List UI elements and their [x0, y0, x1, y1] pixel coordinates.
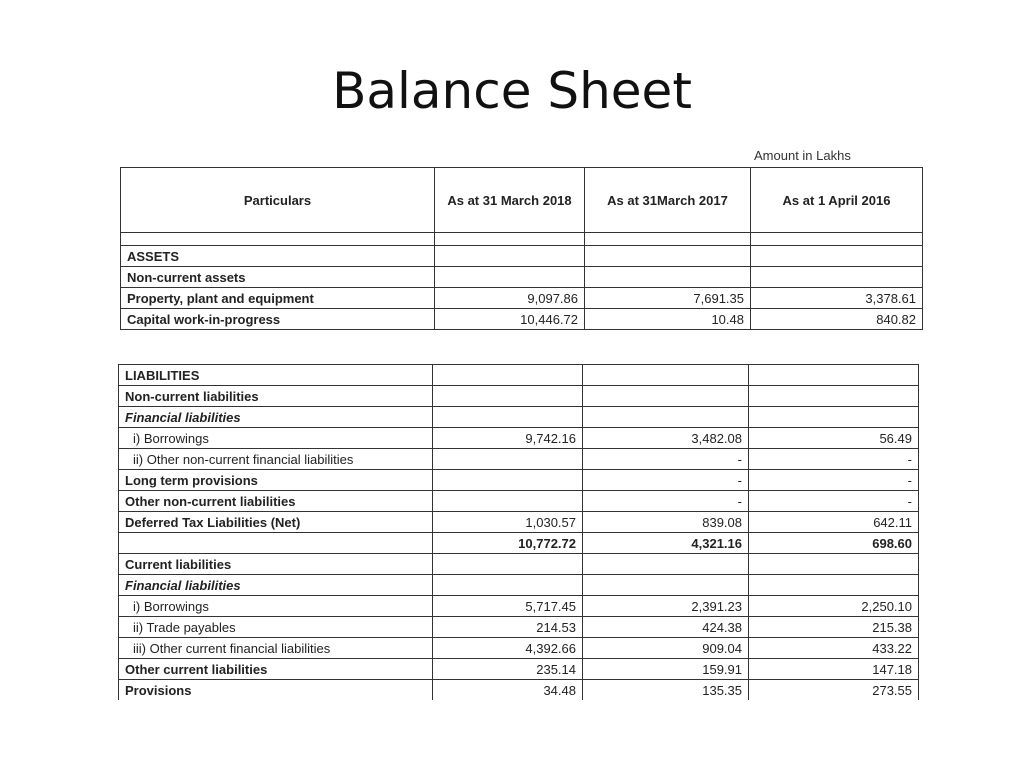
blank-row — [121, 233, 923, 246]
row-label: Non-current assets — [121, 267, 435, 288]
table-row — [119, 596, 919, 617]
value-march-2018: 5,717.45 — [433, 596, 583, 617]
row-label: i) Borrowings — [119, 596, 433, 617]
row-label: Property, plant and equipment — [121, 288, 435, 309]
value-march-2018: 10,772.72 — [433, 533, 583, 554]
row-label: Capital work-in-progress — [121, 309, 435, 330]
value-march-2018 — [433, 449, 583, 470]
row-label: Other current liabilities — [119, 659, 433, 680]
value-april-2016: 840.82 — [751, 309, 923, 330]
value-april-2016: 3,378.61 — [751, 288, 923, 309]
value-march-2018 — [433, 554, 583, 575]
table-row — [121, 309, 923, 330]
row-label: Deferred Tax Liabilities (Net) — [119, 512, 433, 533]
value-march-2017: 424.38 — [583, 617, 749, 638]
value-march-2018 — [435, 246, 585, 267]
value-april-2016 — [749, 365, 919, 386]
value-march-2018 — [433, 386, 583, 407]
value-march-2017: 159.91 — [583, 659, 749, 680]
value-march-2017: 4,321.16 — [583, 533, 749, 554]
value-march-2017 — [583, 554, 749, 575]
value-march-2017: - — [583, 491, 749, 512]
value-march-2018 — [433, 365, 583, 386]
value-april-2016: 147.18 — [749, 659, 919, 680]
value-march-2018 — [433, 470, 583, 491]
value-april-2016: 215.38 — [749, 617, 919, 638]
value-march-2018: 1,030.57 — [433, 512, 583, 533]
value-april-2016: 433.22 — [749, 638, 919, 659]
table-row — [119, 365, 919, 386]
value-march-2017: 10.48 — [585, 309, 751, 330]
value-march-2018 — [435, 267, 585, 288]
amount-unit-note: Amount in Lakhs — [754, 148, 851, 163]
row-label: Current liabilities — [119, 554, 433, 575]
row-label: iii) Other current financial liabilities — [119, 638, 433, 659]
value-april-2016: 698.60 — [749, 533, 919, 554]
table-row — [119, 638, 919, 659]
table-row — [119, 680, 919, 701]
table-row — [119, 428, 919, 449]
row-label: Long term provisions — [119, 470, 433, 491]
value-march-2017 — [583, 386, 749, 407]
value-april-2016: 642.11 — [749, 512, 919, 533]
row-label: Financial liabilities — [119, 407, 433, 428]
value-april-2016: - — [749, 449, 919, 470]
table-row — [119, 554, 919, 575]
table-row — [119, 470, 919, 491]
value-march-2018: 214.53 — [433, 617, 583, 638]
value-march-2017 — [585, 267, 751, 288]
table-row — [121, 267, 923, 288]
value-march-2017: - — [583, 470, 749, 491]
header-march-2017: As at 31March 2017 — [585, 168, 751, 233]
value-march-2018 — [433, 575, 583, 596]
table-row — [119, 533, 919, 554]
page-title: Balance Sheet — [332, 62, 692, 120]
value-march-2018: 10,446.72 — [435, 309, 585, 330]
value-april-2016 — [751, 267, 923, 288]
row-label: ii) Trade payables — [119, 617, 433, 638]
row-label: Other non-current liabilities — [119, 491, 433, 512]
value-march-2017: 135.35 — [583, 680, 749, 701]
header-march-2018: As at 31 March 2018 — [435, 168, 585, 233]
value-march-2018: 235.14 — [433, 659, 583, 680]
value-march-2017: 2,391.23 — [583, 596, 749, 617]
value-march-2017: 839.08 — [583, 512, 749, 533]
table-row — [119, 449, 919, 470]
table-row — [119, 575, 919, 596]
value-march-2017: 909.04 — [583, 638, 749, 659]
value-march-2018: 34.48 — [433, 680, 583, 701]
header-particulars: Particulars — [121, 168, 435, 233]
value-april-2016: 56.49 — [749, 428, 919, 449]
table-header-row — [121, 168, 923, 233]
value-april-2016: - — [749, 470, 919, 491]
value-march-2017 — [583, 365, 749, 386]
row-label: Provisions — [119, 680, 433, 701]
value-april-2016 — [749, 575, 919, 596]
table-row — [119, 491, 919, 512]
liabilities-table — [118, 364, 919, 701]
table-row — [119, 386, 919, 407]
table-row — [119, 659, 919, 680]
value-april-2016: 273.55 — [749, 680, 919, 701]
value-april-2016: - — [749, 491, 919, 512]
assets-table — [120, 167, 923, 330]
value-march-2018: 9,742.16 — [433, 428, 583, 449]
value-march-2018 — [433, 491, 583, 512]
row-label: Financial liabilities — [119, 575, 433, 596]
value-march-2018: 4,392.66 — [433, 638, 583, 659]
row-label: Non-current liabilities — [119, 386, 433, 407]
slide-bottom-margin — [0, 700, 1024, 768]
table-row — [121, 288, 923, 309]
row-label: LIABILITIES — [119, 365, 433, 386]
value-april-2016 — [749, 407, 919, 428]
value-april-2016: 2,250.10 — [749, 596, 919, 617]
value-march-2018 — [433, 407, 583, 428]
value-march-2017 — [583, 407, 749, 428]
value-march-2018: 9,097.86 — [435, 288, 585, 309]
value-april-2016 — [751, 246, 923, 267]
value-april-2016 — [749, 554, 919, 575]
table-row — [121, 246, 923, 267]
value-march-2017: 7,691.35 — [585, 288, 751, 309]
value-march-2017: 3,482.08 — [583, 428, 749, 449]
table-row — [119, 617, 919, 638]
table-row — [119, 407, 919, 428]
value-march-2017 — [585, 246, 751, 267]
row-label: i) Borrowings — [119, 428, 433, 449]
table-row — [119, 512, 919, 533]
value-march-2017: - — [583, 449, 749, 470]
row-label — [119, 533, 433, 554]
header-april-2016: As at 1 April 2016 — [751, 168, 923, 233]
row-label: ASSETS — [121, 246, 435, 267]
value-april-2016 — [749, 386, 919, 407]
row-label: ii) Other non-current financial liabilities — [119, 449, 433, 470]
value-march-2017 — [583, 575, 749, 596]
